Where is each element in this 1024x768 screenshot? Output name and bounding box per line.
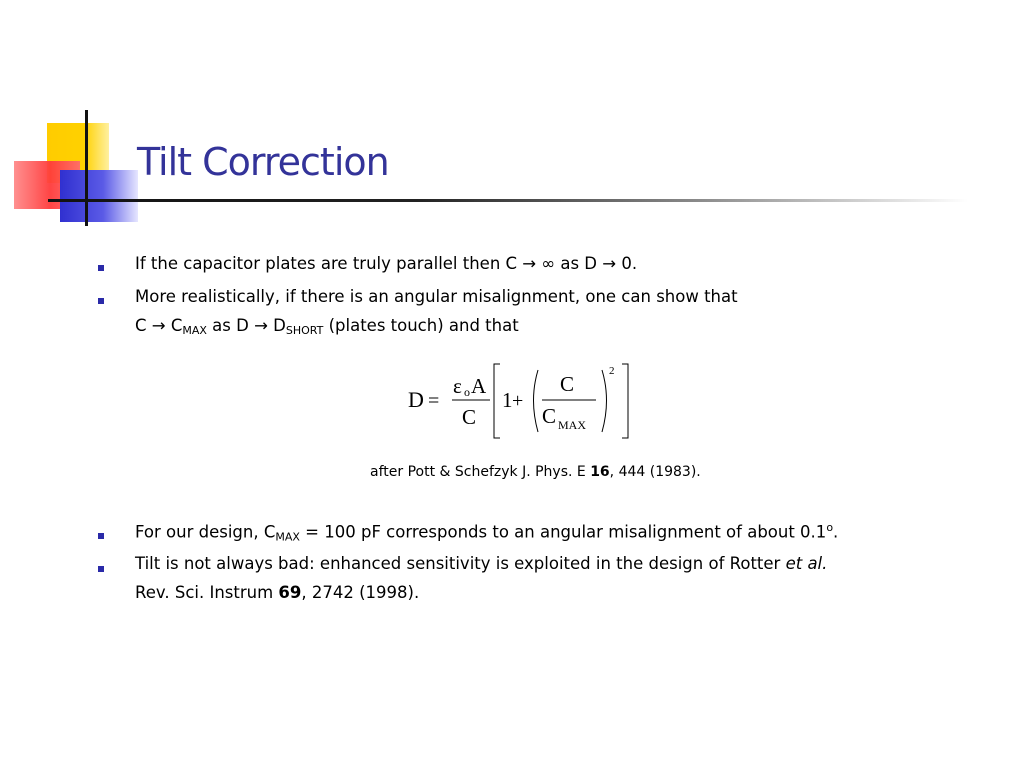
eq-numerator-c: C <box>560 372 575 396</box>
bullet-marker <box>98 566 104 572</box>
tilt-equation <box>408 360 638 440</box>
decor-vertical-rule <box>85 110 88 226</box>
bullet-2-line-2: $C \to C_{MAX}$ as $D \to D_{SHORT}$ (plates touch) and that <box>135 316 519 337</box>
bullet-2-line-1: More realistically, if there is an angular misalignment, one can show that <box>135 287 738 306</box>
bullet-marker <box>98 533 104 539</box>
bullet-4-line-2: Rev. Sci. Instrum 69, 2742 (1998). <box>135 583 420 602</box>
eq-left-paren <box>534 370 539 432</box>
title-underline-rule <box>48 199 968 202</box>
bullet-4-line-1: Tilt is not always bad: enhanced sensitivity is exploited in the design of Rotter et al. <box>135 554 828 573</box>
eq-epsilon: ε <box>453 374 462 398</box>
eq-equals: = <box>428 390 440 412</box>
eq-left-bracket <box>494 364 500 438</box>
bullet-marker <box>98 298 104 304</box>
decor-blue-square <box>60 170 138 222</box>
slide-title: Tilt Correction <box>137 140 389 184</box>
eq-one: 1 <box>502 388 513 412</box>
eq-denominator-c: C <box>462 405 477 429</box>
eq-denominator-cmax: C <box>542 404 557 428</box>
eq-exponent: 2 <box>609 365 615 377</box>
eq-plus: + <box>512 390 524 412</box>
eq-epsilon-subscript: o <box>464 385 470 399</box>
eq-right-paren <box>602 370 607 432</box>
eq-max-subscript: MAX <box>558 418 587 432</box>
eq-right-bracket <box>622 364 628 438</box>
eq-lhs-d: D <box>408 387 424 412</box>
bullet-marker <box>98 265 104 271</box>
citation-pott-schefzyk: after Pott & Schefzyk J. Phys. E 16, 444 (1983). <box>370 464 701 480</box>
bullet-1-text: If the capacitor plates are truly parallel then C → ∞ as D → 0. <box>135 254 638 273</box>
eq-area-a: A <box>471 374 487 398</box>
bullet-3-text: For our design, $C_{MAX} = 100$ pF corresponds to an angular misalignment of about 0.1$^o$. <box>135 521 839 544</box>
